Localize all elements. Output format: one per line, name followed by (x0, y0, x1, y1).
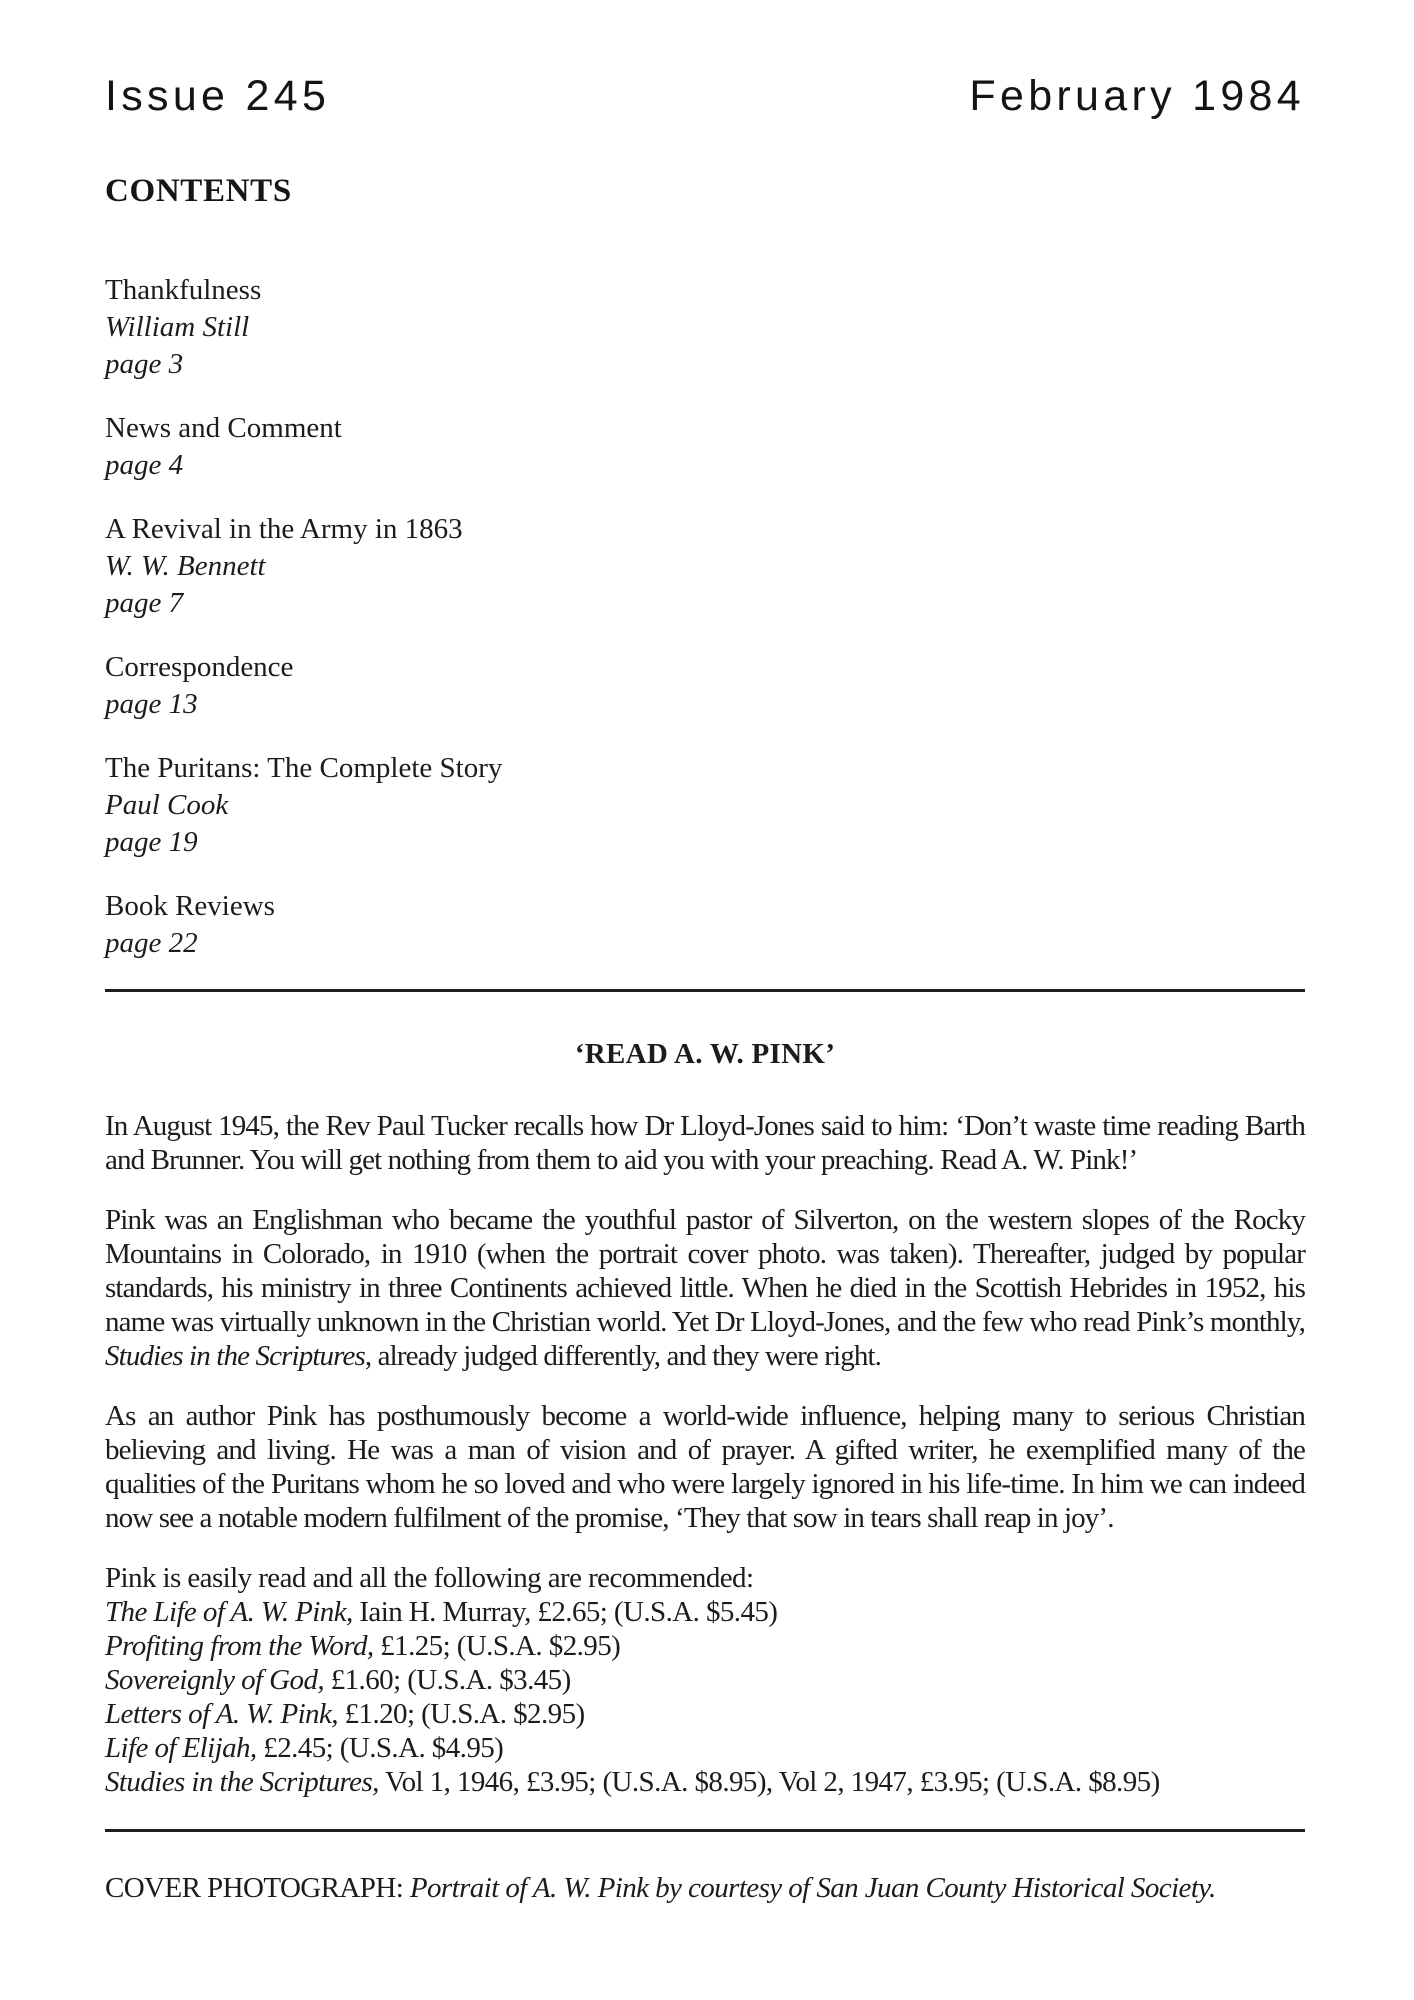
booklist-intro: Pink is easily read and all the following are recommended: (105, 1562, 754, 1594)
toc-entry-title: News and Comment (105, 412, 342, 444)
toc-entry-page: page 19 (105, 826, 198, 858)
cover-photograph-credit: Portrait of A. W. Pink by courtesy of San Juan County Historical Society. (409, 1872, 1216, 1904)
toc-entry (105, 649, 1305, 723)
book-price-info: £1.20; (U.S.A. $2.95) (337, 1698, 585, 1730)
divider-rule-top (105, 989, 1305, 992)
toc-entry-title: Thankfulness (105, 274, 262, 306)
toc-entry-page: page 13 (105, 688, 198, 720)
toc-entry (105, 272, 1305, 383)
toc-entry (105, 410, 1305, 484)
table-of-contents (105, 272, 1305, 962)
toc-entry-author: William Still (105, 311, 250, 343)
recommended-books-list (105, 1561, 1305, 1799)
toc-entry-title: The Puritans: The Complete Story (105, 752, 503, 784)
divider-rule-bottom (105, 1829, 1305, 1832)
book-title: Studies in the Scriptures, (105, 1766, 379, 1798)
book-title: The Life of A. W. Pink, (105, 1596, 353, 1628)
paragraph-2-text-end: , already judged differently, and they were right. (364, 1340, 882, 1372)
toc-entry (105, 750, 1305, 861)
book-price-info: £1.25; (U.S.A. $2.95) (373, 1630, 621, 1662)
toc-entry-page: page 4 (105, 449, 184, 481)
book-price-info: £1.60; (U.S.A. $3.45) (324, 1664, 571, 1696)
toc-entry (105, 511, 1305, 622)
booklist-items (105, 1595, 1305, 1799)
article-paragraph-1: In August 1945, the Rev Paul Tucker recalls how Dr Lloyd-Jones said to him: ‘Don’t waste time reading Barth and Brunner. You will get nothing from them to aid you with your preaching. Read A. W. Pink!’ (105, 1110, 1305, 1176)
toc-entry-title: Book Reviews (105, 890, 275, 922)
toc-entry-page: page 7 (105, 587, 184, 619)
cover-photograph-note (105, 1872, 1305, 1905)
book-title: Sovereignly of God, (105, 1664, 325, 1696)
book-title: Life of Elijah, (105, 1732, 257, 1764)
book-price-info: Vol 1, 1946, £3.95; (U.S.A. $8.95), Vol 2, 1947, £3.95; (U.S.A. $8.95) (378, 1766, 1160, 1798)
book-list-item (105, 1697, 1305, 1731)
contents-heading: CONTENTS (105, 173, 292, 209)
book-title: Profiting from the Word, (105, 1630, 374, 1662)
toc-entry-page: page 22 (105, 927, 198, 959)
masthead (105, 72, 1305, 121)
toc-entry-title: A Revival in the Army in 1863 (105, 513, 463, 545)
article-title: ‘READ A. W. PINK’ (574, 1038, 836, 1070)
book-list-item (105, 1731, 1305, 1765)
cover-photograph-label: COVER PHOTOGRAPH: (105, 1872, 410, 1904)
toc-entry-author: Paul Cook (105, 789, 229, 821)
toc-entry-title: Correspondence (105, 651, 294, 683)
toc-entry-author: W. W. Bennett (105, 550, 266, 582)
paragraph-2-text: Pink was an Englishman who became the youthful pastor of Silverton, on the western slopes of the Rocky Mountains in Colorado, in 1910 (when the portrait cover photo. was taken). Thereafter, judged by popular standards, his ministry in three Continents achieved little. When he died in the Scottish Hebrides in 1952, his name was virtually unknown in the Christian world. Yet Dr Lloyd-Jones, and the few who read Pink’s monthly, (105, 1204, 1305, 1338)
book-list-item (105, 1629, 1305, 1663)
book-price-info: £2.45; (U.S.A. $4.95) (256, 1732, 504, 1764)
book-price-info: Iain H. Murray, £2.65; (U.S.A. $5.45) (352, 1596, 778, 1628)
issue-number: Issue 245 (105, 72, 331, 120)
book-title: Letters of A. W. Pink, (105, 1698, 338, 1730)
toc-entry (105, 888, 1305, 962)
paragraph-2-italic-title: Studies in the Scriptures (105, 1340, 365, 1372)
book-list-item (105, 1595, 1305, 1629)
article-paragraph-3: As an author Pink has posthumously become a world-wide influence, helping many to serious Christian believing and living. He was a man of vision and of prayer. A gifted writer, he exemplified many of the qualities of the Puritans whom he so loved and who were largely ignored in his life-time. In him we can indeed now see a notable modern fulfilment of the promise, ‘They that sow in tears shall reap in joy’. (105, 1400, 1305, 1534)
toc-entry-page: page 3 (105, 348, 184, 380)
article-paragraph-2 (105, 1203, 1305, 1373)
book-list-item (105, 1765, 1305, 1799)
issue-date: February 1984 (969, 72, 1305, 120)
book-list-item (105, 1663, 1305, 1697)
